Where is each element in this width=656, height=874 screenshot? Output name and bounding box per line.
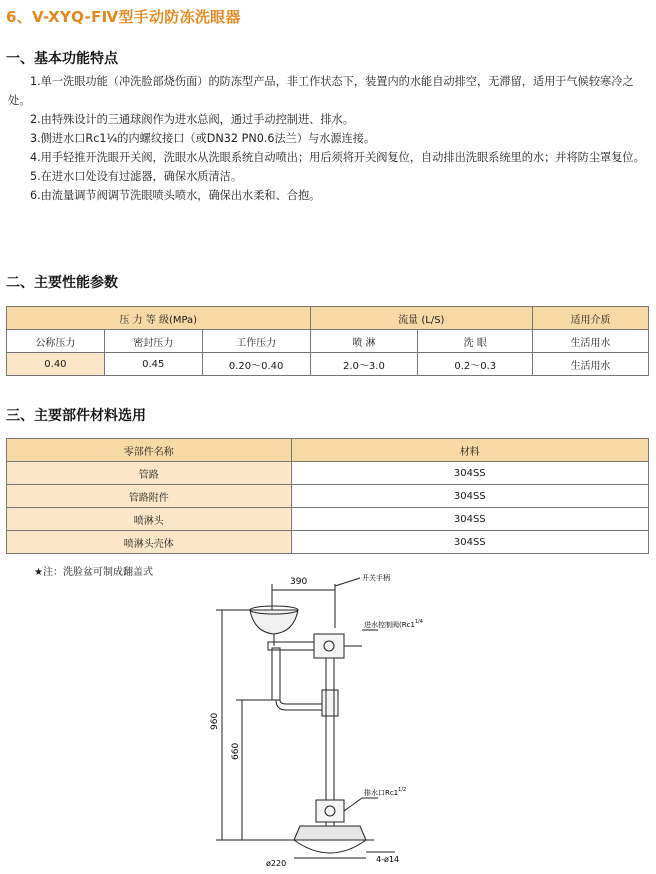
label-inlet: 进水控制阀($Rc1^{1/4}$ xyxy=(364,619,423,629)
dim-base: ø220 xyxy=(266,859,287,868)
section3-heading: 三、主要部件材料选用 xyxy=(6,408,146,424)
table-row xyxy=(7,485,649,508)
feature-item: 4.用手轻推开洗眼开关阀，洗眼水从洗眼系统自动喷出；用后须将开关阀复位，自动排出洗眼系统里的水；并将防尘罩复位。 xyxy=(30,151,645,164)
feature-list xyxy=(8,72,648,205)
value-cell: 0.45 xyxy=(104,353,202,376)
table-row xyxy=(7,508,649,531)
header-flow: 流量 (L/S) xyxy=(310,307,533,330)
label-drain: 排水口$Rc1^{1/2}$ xyxy=(364,787,407,797)
part-name: 管路附件 xyxy=(7,485,292,508)
subheader-cell: 密封压力 xyxy=(104,330,202,353)
subheader-cell: 喷 淋 xyxy=(310,330,418,353)
part-name: 喷淋头壳体 xyxy=(7,531,292,554)
value-cell: 0.2～0.3 xyxy=(418,353,533,376)
material-value: 304SS xyxy=(291,531,648,554)
material-value: 304SS xyxy=(291,462,648,485)
eyewash-technical-drawing xyxy=(190,570,490,870)
table-row xyxy=(7,462,649,485)
value-cell: 2.0～3.0 xyxy=(310,353,418,376)
material-value: 304SS xyxy=(291,508,648,531)
feature-item: 1.单一洗眼功能（冲洗脸部烧伤面）的防冻型产品，非工作状态下，装置内的水能自动排空，无滞留，适用于气候较寒冷之处。 xyxy=(8,75,634,107)
section1-heading: 一、基本功能特点 xyxy=(6,51,118,67)
value-cell: 生活用水 xyxy=(533,353,649,376)
note-text: ★注：洗脸盆可制成翻盖式 xyxy=(34,567,153,578)
subheader-cell: 工作压力 xyxy=(202,330,310,353)
value-cell: 0.40 xyxy=(7,353,105,376)
part-name: 喷淋头 xyxy=(7,508,292,531)
dim-top: 390 xyxy=(290,577,308,587)
dim-total-height: 960 xyxy=(210,712,220,730)
subheader-cell: 洗 眼 xyxy=(418,330,533,353)
feature-item: 3.侧进水口Rc1¼的内螺纹接口（或DN32 PN0.6法兰）与水源连接。 xyxy=(30,132,376,145)
subheader-cell: 生活用水 xyxy=(533,330,649,353)
value-cell: 0.20～0.40 xyxy=(202,353,310,376)
label-switch: 开关手柄 xyxy=(362,574,390,582)
section2-heading: 二、主要性能参数 xyxy=(6,275,118,291)
header-medium: 适用介质 xyxy=(533,307,649,330)
table-row xyxy=(7,531,649,554)
page-title: 6、V-XYQ-FⅣ型手动防冻洗眼器 xyxy=(6,8,241,26)
column-header: 零部件名称 xyxy=(7,439,292,462)
feature-item: 2.由特殊设计的三通球阀作为进水总阀，通过手动控制进、排水。 xyxy=(30,113,354,126)
column-header: 材料 xyxy=(291,439,648,462)
part-name: 管路 xyxy=(7,462,292,485)
subheader-cell: 公称压力 xyxy=(7,330,105,353)
dim-holes: 4-ø14 xyxy=(376,855,400,864)
feature-item: 5.在进水口处设有过滤器，确保水质清洁。 xyxy=(30,170,243,183)
feature-item: 6.由流量调节阀调节洗眼喷头喷水，确保出水柔和、合抱。 xyxy=(30,189,321,202)
header-pressure: 压 力 等 级(MPa) xyxy=(7,307,311,330)
performance-table xyxy=(6,306,649,376)
dim-height: 660 xyxy=(231,742,241,760)
material-table xyxy=(6,438,649,554)
material-value: 304SS xyxy=(291,485,648,508)
